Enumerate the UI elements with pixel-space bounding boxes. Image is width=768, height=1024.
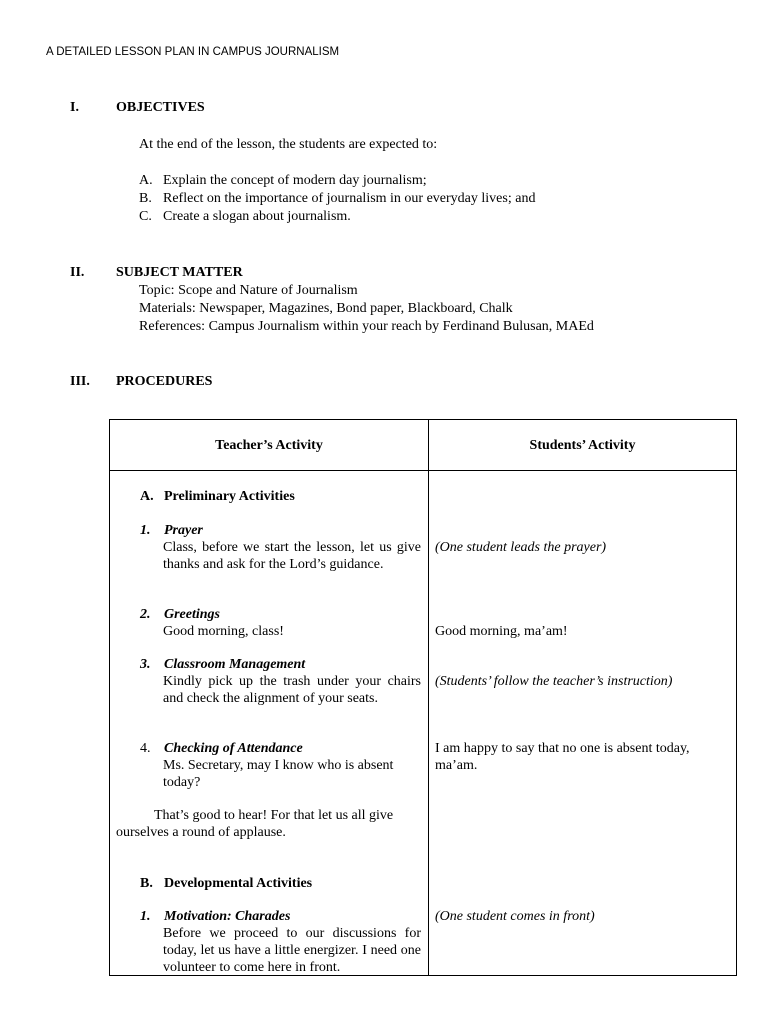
prayer-text: Class, before we start the lesson, let us give thanks and ask for the Lord’s guidance. <box>163 540 421 572</box>
objective-text: Create a slogan about journalism. <box>163 209 351 224</box>
classroom-management-heading <box>140 656 305 673</box>
section-title: Preliminary Activities <box>164 489 295 504</box>
attendance-heading <box>140 740 303 757</box>
objectives-intro: At the end of the lesson, the students are expected to: <box>139 137 438 152</box>
document-header: A DETAILED LESSON PLAN IN CAMPUS JOURNALISM <box>46 46 340 58</box>
developmental-activities-heading <box>140 875 312 892</box>
subject-matter-title: SUBJECT MATTER <box>116 265 243 280</box>
students-activity-header: Students’ Activity <box>429 420 737 471</box>
subject-materials: Materials: Newspaper, Magazines, Bond paper, Blackboard, Chalk <box>139 301 513 316</box>
procedures-title: PROCEDURES <box>116 374 213 389</box>
item-title: Motivation: Charades <box>164 909 291 924</box>
students-activity-cell <box>429 471 737 976</box>
item-number: 2. <box>140 607 151 622</box>
greetings-heading <box>140 606 220 623</box>
objective-text: Reflect on the importance of journalism in our everyday lives; and <box>163 191 536 206</box>
prayer-student-response: (One student leads the prayer) <box>435 540 607 555</box>
teacher-activity-header: Teacher’s Activity <box>110 420 429 471</box>
motivation-text: Before we proceed to our discussions for today, let us have a little energizer. I need one volunteer to come here in front. <box>163 926 421 975</box>
item-number: 3. <box>140 657 151 672</box>
classroom-management-text: Kindly pick up the trash under your chairs and check the alignment of your seats. <box>163 674 421 706</box>
procedures-number: III. <box>70 374 90 389</box>
management-student-response: (Students’ follow the teacher’s instruction) <box>435 674 673 689</box>
objective-letter: A. <box>139 173 153 188</box>
section-letter: A. <box>140 489 154 504</box>
attendance-text: Ms. Secretary, may I know who is absent today? <box>163 758 394 790</box>
objective-item-b <box>139 190 535 207</box>
objective-letter: B. <box>139 191 152 206</box>
motivation-student-response: (One student comes in front) <box>435 909 595 924</box>
section-letter: B. <box>140 876 153 891</box>
item-number: 4. <box>140 741 151 756</box>
objective-text: Explain the concept of modern day journalism; <box>163 173 427 188</box>
item-title: Greetings <box>164 607 220 622</box>
prayer-heading <box>140 522 203 539</box>
motivation-heading <box>140 908 290 925</box>
objective-item-a <box>139 172 427 189</box>
teacher-activity-cell <box>110 471 429 976</box>
item-number: 1. <box>140 523 151 538</box>
attendance-student-response: I am happy to say that no one is absent today, ma’am. <box>435 741 690 773</box>
attendance-followup: That’s good to hear! For that let us all give ourselves a round of applause. <box>116 808 394 840</box>
procedures-table <box>109 419 737 976</box>
objective-letter: C. <box>139 209 152 224</box>
section-title: Developmental Activities <box>164 876 313 891</box>
subject-references: References: Campus Journalism within your reach by Ferdinand Bulusan, MAEd <box>139 319 594 334</box>
item-title: Prayer <box>164 523 203 538</box>
subject-topic: Topic: Scope and Nature of Journalism <box>139 283 358 298</box>
item-title: Checking of Attendance <box>164 741 303 756</box>
objective-item-c <box>139 208 351 225</box>
greetings-student-response: Good morning, ma’am! <box>435 624 568 639</box>
preliminary-activities-heading <box>140 488 295 505</box>
subject-matter-number: II. <box>70 265 85 280</box>
item-number: 1. <box>140 909 151 924</box>
objectives-number: I. <box>70 100 79 115</box>
objectives-title: OBJECTIVES <box>116 100 205 115</box>
item-title: Classroom Management <box>164 657 306 672</box>
greetings-text: Good morning, class! <box>163 624 284 639</box>
